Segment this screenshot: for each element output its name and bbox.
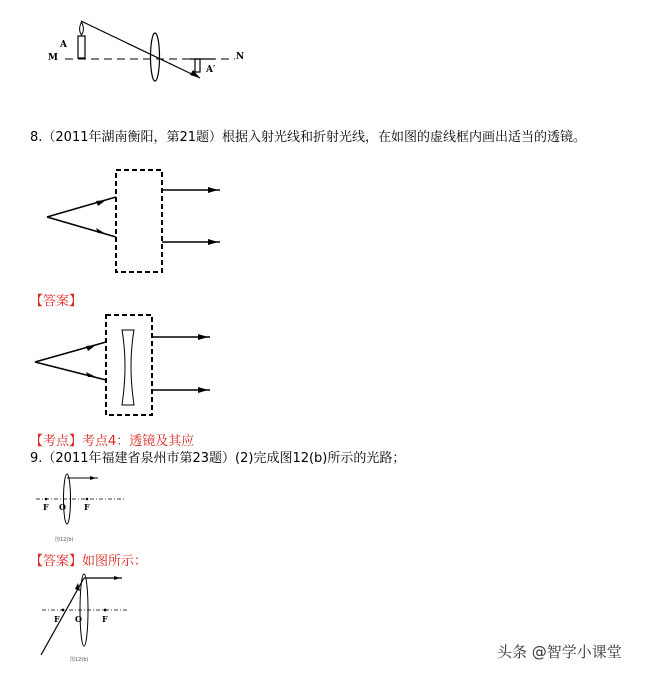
q8-answer-tag: 【答案】 — [30, 294, 83, 309]
label-n: N — [236, 52, 245, 62]
label-a: A — [60, 40, 67, 50]
q9-answer-label-f-right: F — [102, 614, 108, 624]
q8-answer-figure — [30, 310, 220, 420]
q9-answer-label-f-left: F — [54, 614, 60, 624]
kaodian-tag: 【考点】 — [30, 434, 83, 449]
q9-answer-figure — [38, 570, 168, 670]
top-lens-figure — [40, 12, 260, 82]
q9-figure-caption: 图12(b) — [55, 537, 74, 543]
q9-figure — [34, 470, 144, 545]
label-m: M — [48, 53, 58, 63]
kaodian-line — [30, 430, 194, 449]
label-a-prime: A′ — [206, 65, 216, 75]
question-9-text: 9.（2011年福建省泉州市第23题）(2)完成图12(b)所示的光路； — [30, 451, 406, 466]
kaodian-text: 考点4：透镜及其应 — [82, 434, 195, 449]
q9-label-f-right: F — [84, 502, 90, 512]
q8-figure — [40, 160, 230, 280]
q9-answer-tag: 【答案】 — [30, 554, 83, 569]
q9-answer-text: 如图所示： — [82, 554, 148, 569]
top-lens-diagram — [40, 12, 260, 82]
question-8-text: 8.（2011年湖南衡阳，第21题）根据入射光线和折射光线，在如图的虚线框内画出适当的透镜。 — [30, 130, 587, 145]
q9-label-o: O — [59, 502, 66, 512]
q9-label-f-left: F — [43, 502, 49, 512]
q9-answer-figure-caption: 图12(b) — [70, 657, 89, 663]
q9-answer-label-o: O — [75, 614, 82, 624]
watermark: 头条 @智学小课堂 — [497, 643, 622, 661]
q9-answer-line — [30, 550, 147, 569]
